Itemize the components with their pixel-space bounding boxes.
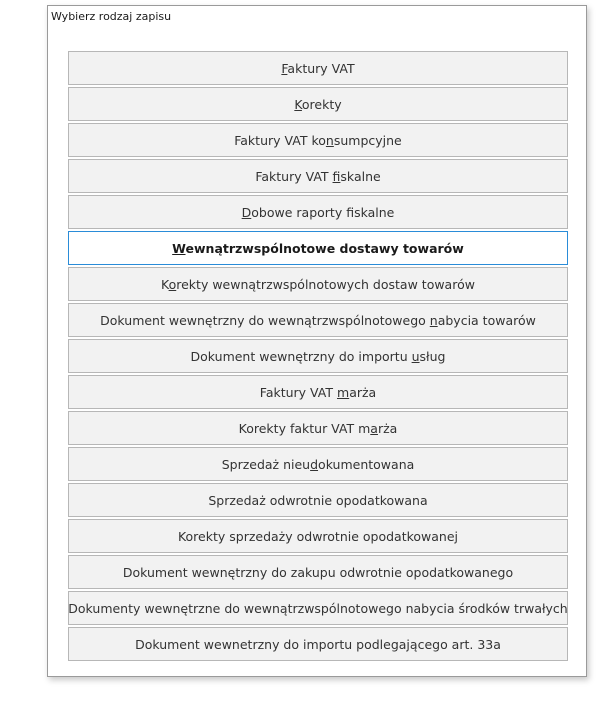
option-wdt-selected[interactable]: [68, 231, 568, 265]
option-faktury-vat-marza[interactable]: [68, 375, 568, 409]
dialog-title: Wybierz rodzaj zapisu: [51, 10, 172, 23]
option-sprzedaz-nieudokumentowana[interactable]: [68, 447, 568, 481]
option-label: Dobowe raporty fiskalne: [241, 204, 395, 220]
record-type-dialog: [47, 5, 587, 677]
option-korekty[interactable]: [68, 87, 568, 121]
option-label: Faktury VAT: [281, 60, 355, 76]
option-faktury-vat-konsumpcyjne[interactable]: [68, 123, 568, 157]
option-dokument-import-art-33a[interactable]: [68, 627, 568, 661]
option-label: Faktury VAT fiskalne: [255, 168, 381, 184]
option-dokument-wnt[interactable]: [68, 303, 568, 337]
option-label: Korekty sprzedaży odwrotnie opodatkowanej: [177, 528, 459, 544]
option-label: Sprzedaż odwrotnie opodatkowana: [208, 492, 428, 508]
option-dokument-zakup-odwrotnie[interactable]: [68, 555, 568, 589]
option-korekty-wdt[interactable]: [68, 267, 568, 301]
option-label: Wewnątrzwspólnotowe dostawy towarów: [172, 240, 464, 256]
option-dokumenty-wnt-srodki-trwale[interactable]: [68, 591, 568, 625]
option-label: Dokument wewnetrzny do importu podlegającego art. 33a: [135, 636, 501, 652]
option-label: Faktury VAT konsumpcyjne: [234, 132, 402, 148]
option-label: Dokument wewnętrzny do zakupu odwrotnie opodatkowanego: [122, 564, 514, 580]
option-label: Sprzedaż nieudokumentowana: [221, 456, 415, 472]
option-faktury-vat[interactable]: [68, 51, 568, 85]
option-sprzedaz-odwrotnie-opodatkowana[interactable]: [68, 483, 568, 517]
record-type-list: [68, 51, 568, 663]
option-label: Korekty: [294, 96, 342, 112]
option-dokument-import-uslug[interactable]: [68, 339, 568, 373]
option-label: Faktury VAT marża: [259, 384, 377, 400]
option-label: Dokument wewnętrzny do wewnątrzwspólnotowego nabycia towarów: [100, 312, 536, 328]
option-dobowe-raporty-fiskalne[interactable]: [68, 195, 568, 229]
option-label: Dokumenty wewnętrzne do wewnątrzwspólnotowego nabycia środków trwałych: [68, 600, 568, 616]
option-faktury-vat-fiskalne[interactable]: [68, 159, 568, 193]
option-korekty-sprzedazy-odwrotnie[interactable]: [68, 519, 568, 553]
option-label: Dokument wewnętrzny do importu usług: [190, 348, 446, 364]
option-label: Korekty faktur VAT marża: [238, 420, 398, 436]
option-korekty-faktur-marza[interactable]: [68, 411, 568, 445]
option-label: Korekty wewnątrzwspólnotowych dostaw towarów: [161, 276, 475, 292]
